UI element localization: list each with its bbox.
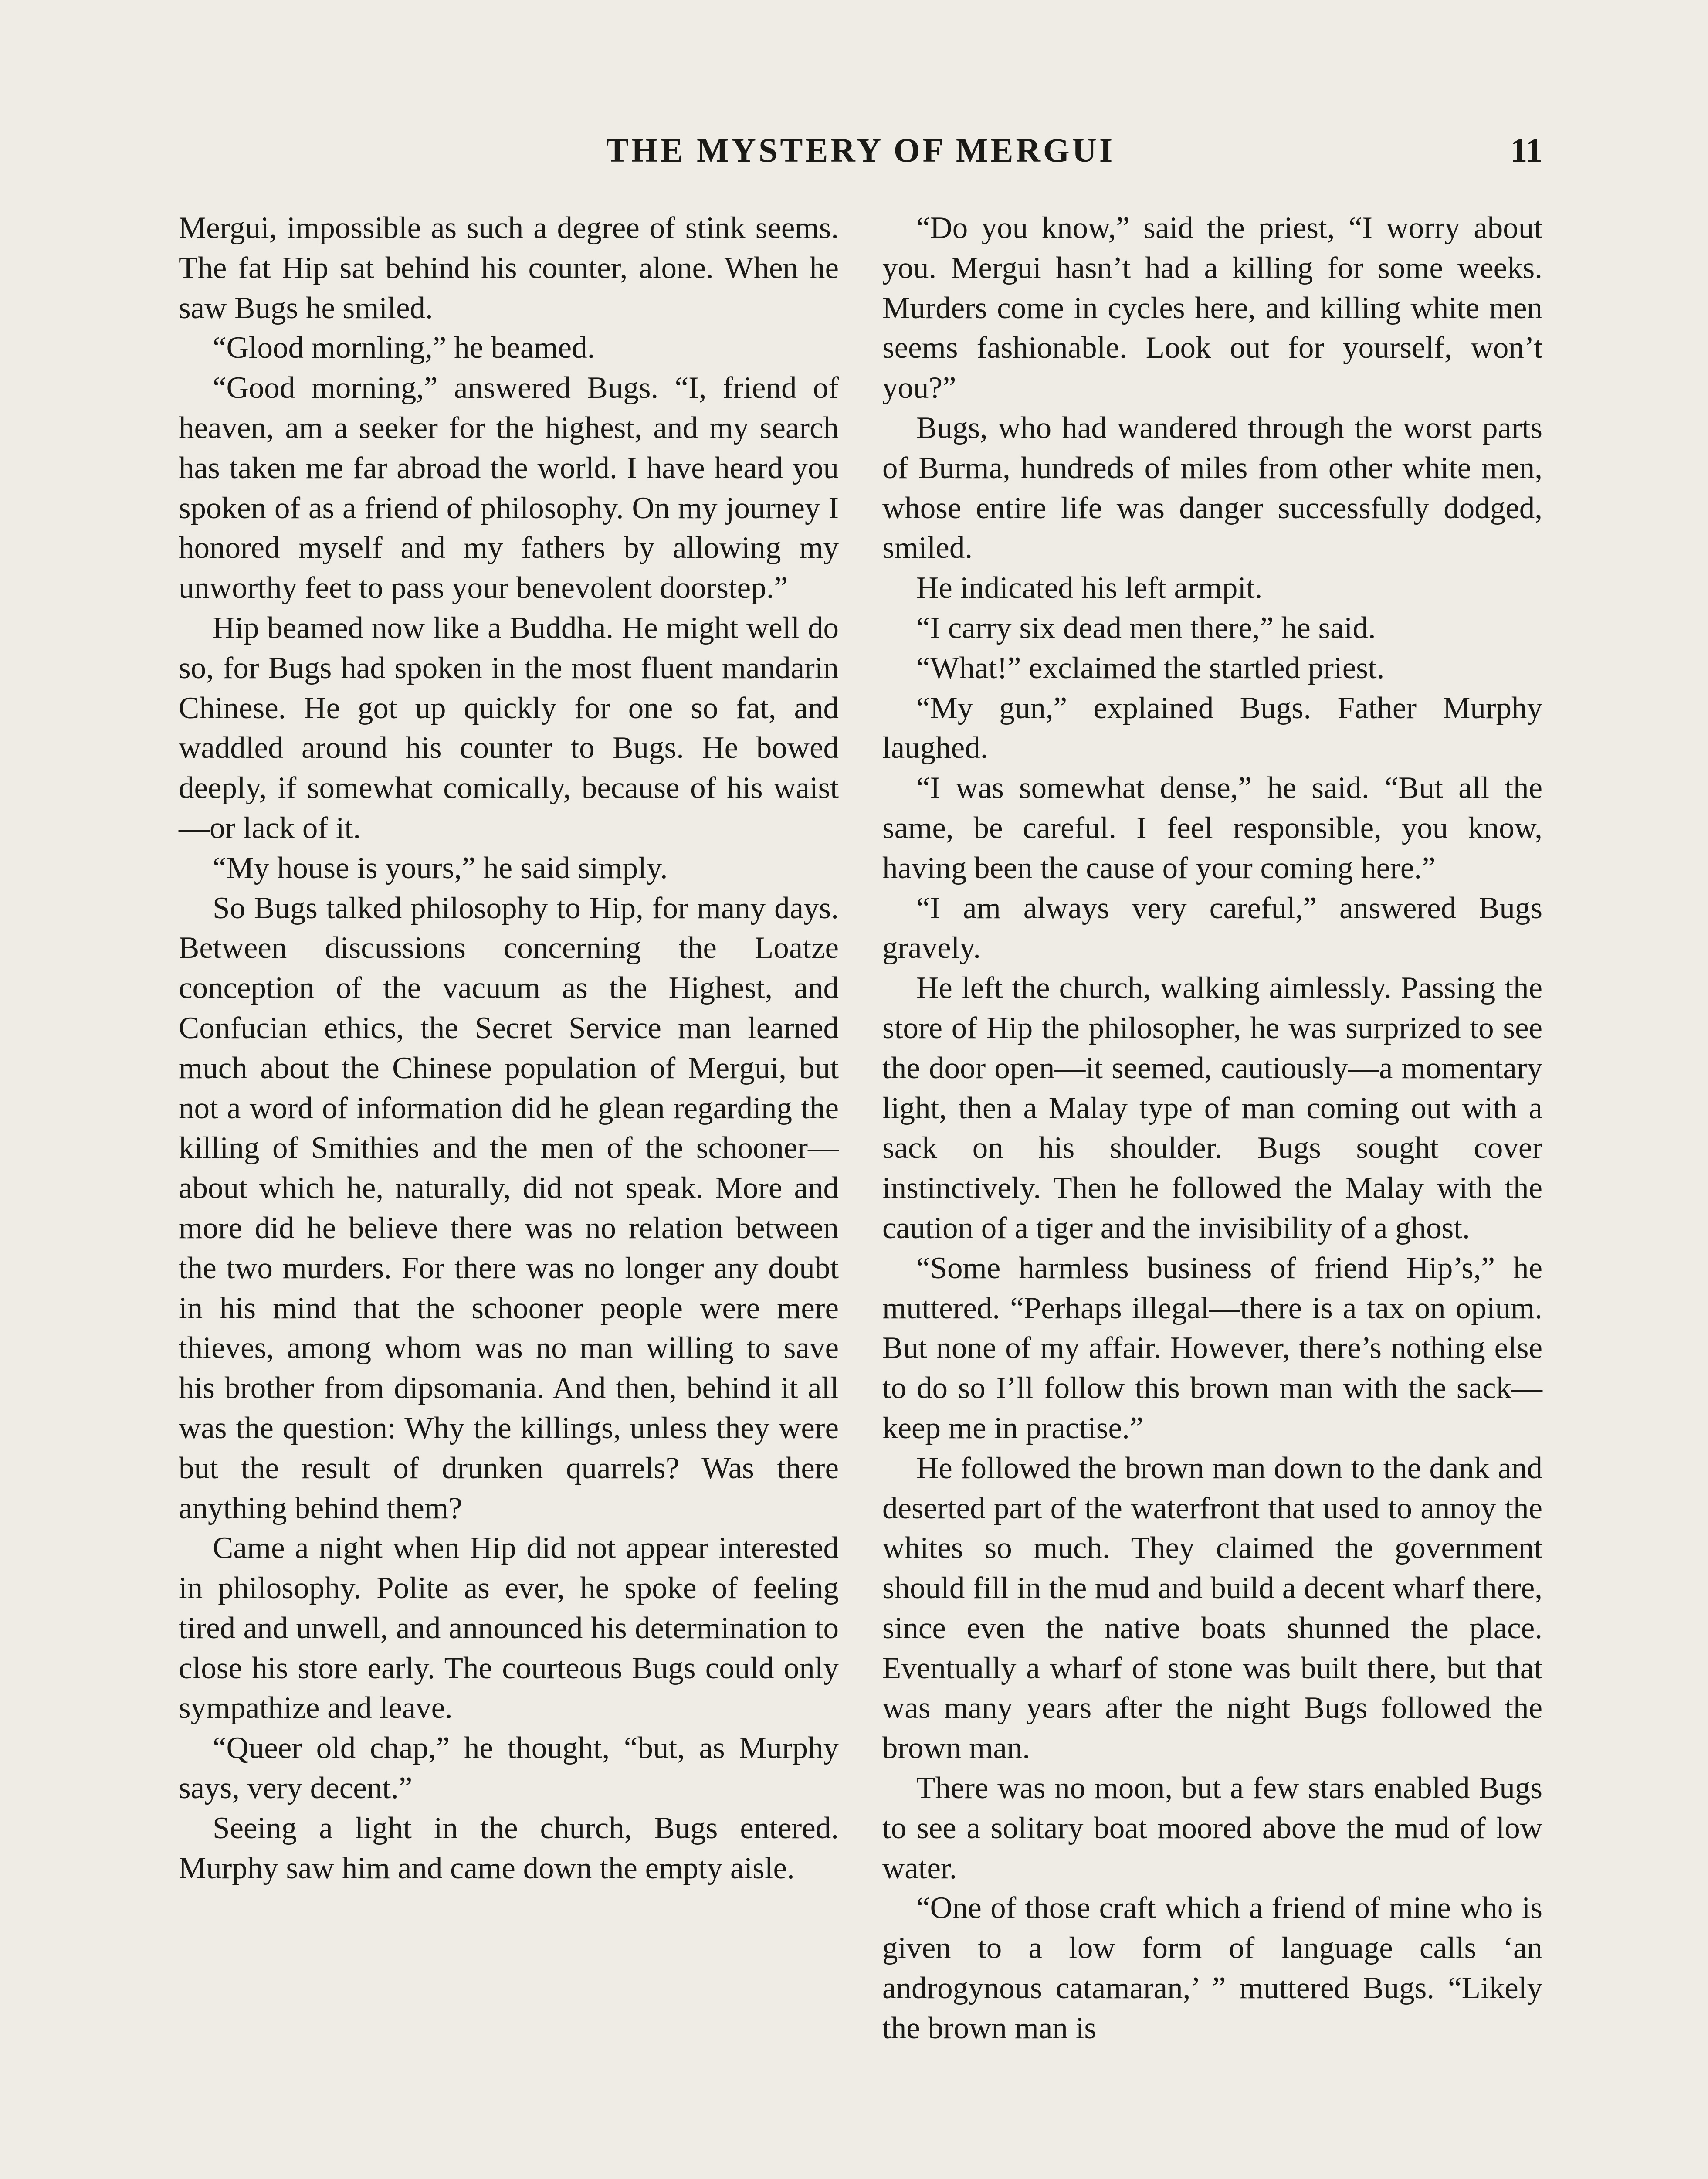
paragraph: Bugs, who had wandered through the worst parts of Burma, hundreds of miles from other white men, whose entire life was danger successfully dodged, smiled. bbox=[882, 411, 1542, 565]
paragraph: “Do you know,” said the priest, “I worry about you. Mergui hasn’t had a killing for some weeks. Murders come in cycles here, and killing white men seems fashionable. Look out for yourself, won’t you?” bbox=[882, 211, 1542, 405]
paragraph: Seeing a light in the church, Bugs entered. Murphy saw him and came down the empty aisle. bbox=[179, 1811, 839, 1885]
right-column bbox=[882, 208, 1542, 2049]
page-number: 11 bbox=[1510, 131, 1542, 169]
paragraph: Hip beamed now like a Buddha. He might well do so, for Bugs had spoken in the most fluent mandarin Chinese. He got up quickly for one so fat, and waddled around his counter to Bugs. He bowed deeply, if somewhat comically, because of his waist—or lack of it. bbox=[179, 611, 839, 845]
left-column bbox=[179, 208, 839, 1888]
paragraph: He indicated his left armpit. bbox=[916, 571, 1263, 605]
paragraph: He followed the brown man down to the dank and deserted part of the waterfront that used to annoy the whites so much. They claimed the government should fill in the mud and build a decent wharf there, since even the native boats shunned the place. Eventually a wharf of stone was built there, but that was many years after the night Bugs followed the brown man. bbox=[882, 1451, 1542, 1765]
paragraph: Came a night when Hip did not appear interested in philosophy. Polite as ever, he spoke of feeling tired and unwell, and announced his determination to close his store early. The courteous Bugs could only sympathize and leave. bbox=[179, 1531, 839, 1725]
paragraph: “Good morning,” answered Bugs. “I, friend of heaven, am a seeker for the highest, and my search has taken me far abroad the world. I have heard you spoken of as a friend of philosophy. On my journey I honored myself and my fathers by allowing my unworthy feet to pass your benevolent doorstep.” bbox=[179, 371, 839, 605]
paragraph: “I was somewhat dense,” he said. “But all the same, be careful. I feel responsible, you know, having been the cause of your coming here.” bbox=[882, 771, 1542, 885]
paragraph: There was no moon, but a few stars enabled Bugs to see a solitary boat moored above the mud of low water. bbox=[882, 1771, 1542, 1885]
running-header bbox=[179, 126, 1542, 174]
paragraph: “Some harmless business of friend Hip’s,” he muttered. “Perhaps illegal—there is a tax on opium. But none of my affair. However, there’s nothing else to do so I’ll follow this brown man with the sack—keep me in practise.” bbox=[882, 1251, 1542, 1445]
paragraph: He left the church, walking aimlessly. Passing the store of Hip the philosopher, he was surprized to see the door open—it seemed, cautiously—a momentary light, then a Malay type of man coming out with a sack on his shoulder. Bugs sought cover instinctively. Then he followed the Malay with the caution of a tiger and the invisibility of a ghost. bbox=[882, 971, 1542, 1245]
paragraph: “I am always very careful,” answered Bugs gravely. bbox=[882, 891, 1542, 965]
paragraph: “My house is yours,” he said simply. bbox=[213, 851, 668, 885]
paragraph: Mergui, impossible as such a degree of stink seems. The fat Hip sat behind his counter, alone. When he saw Bugs he smiled. bbox=[179, 211, 839, 325]
paragraph: “My gun,” explained Bugs. Father Murphy laughed. bbox=[882, 691, 1542, 765]
paragraph: “What!” exclaimed the startled priest. bbox=[916, 651, 1385, 685]
paragraph: “I carry six dead men there,” he said. bbox=[916, 611, 1376, 645]
paragraph: “Glood mornling,” he beamed. bbox=[213, 331, 595, 365]
paragraph: “Queer old chap,” he thought, “but, as Murphy says, very decent.” bbox=[179, 1731, 839, 1806]
page-title: THE MYSTERY OF MERGUI bbox=[606, 131, 1115, 169]
paragraph: So Bugs talked philosophy to Hip, for many days. Between discussions concerning the Loatze conception of the vacuum as the Highest, and Confucian ethics, the Secret Service man learned much about the Chinese population of Mergui, but not a word of information did he glean regarding the killing of Smithies and the men of the schooner—about which he, naturally, did not speak. More and more did he believe there was no relation between the two murders. For there was no longer any doubt in his mind that the schooner people were mere thieves, among whom was no man willing to save his brother from dipsomania. And then, behind it all was the question: Why the killings, unless they were but the result of drunken quarrels? Was there anything behind them? bbox=[179, 891, 839, 1525]
paragraph: “One of those craft which a friend of mine who is given to a low form of language calls ‘an androgynous catamaran,’ ” muttered Bugs. “Likely the brown man is bbox=[882, 1891, 1542, 2045]
